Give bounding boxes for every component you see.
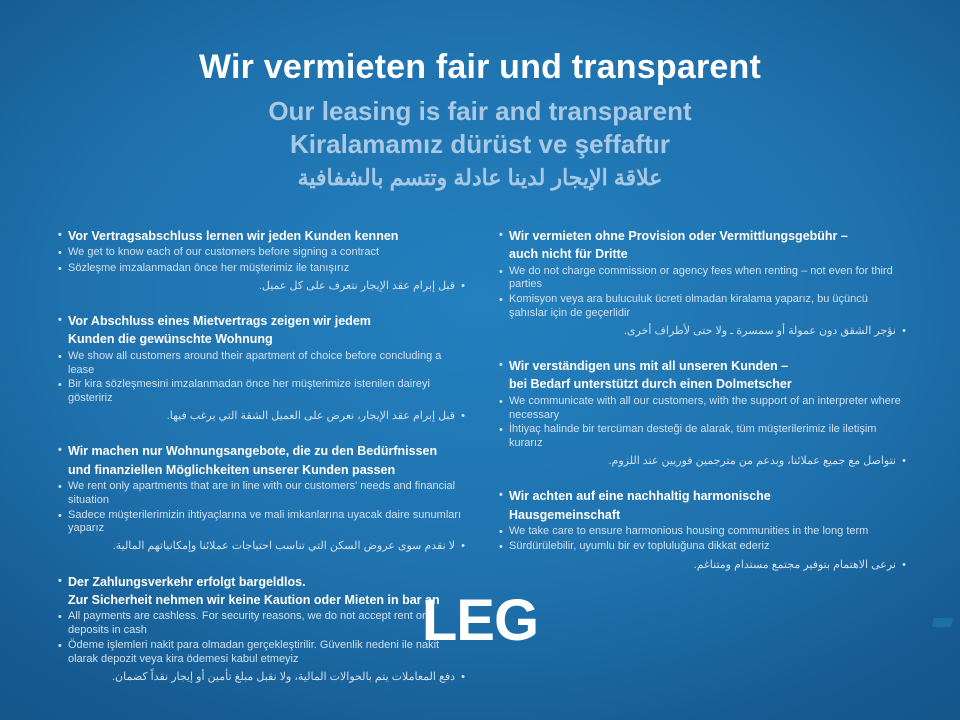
statement-english: • We rent only apartments that are in line with our customers' needs and financial situation: [58, 479, 456, 506]
statement-english: • We do not charge commission or agency fees when renting – not even for third parties: [499, 264, 893, 291]
statement-german-cont: Hausgemeinschaft: [509, 507, 621, 522]
statement-german: • Vor Vertragsabschluss lernen wir jeden Kunden kennen: [58, 229, 399, 243]
statement-german: • Wir achten auf eine nachhaltig harmonische: [499, 489, 771, 504]
leg-logo: [0, 588, 960, 653]
statement-german-cont: und finanziellen Möglichkeiten unserer Kunden passen: [68, 462, 396, 477]
statement-arabic: • قبل إبرام عقد الإيجار، نعرض على العميل الشقة التي يرغب فيها.: [166, 410, 465, 423]
bullet-icon: •: [461, 540, 465, 553]
statement-english: • We show all customers around their apartment of choice before concluding a lease: [58, 349, 442, 376]
statement-turkish: • Bir kira sözleşmesini imzalanmadan önce her müşterimize istenilen daireyi gösteririz: [58, 378, 430, 405]
headings-group: [0, 48, 960, 192]
bullet-icon: •: [499, 489, 503, 502]
bullet-icon: •: [499, 265, 503, 278]
statement-german: • Der Zahlungsverkehr erfolgt bargeldlos.: [58, 574, 306, 589]
heading-turkish: Kiralamamız dürüst ve şeffaftır: [289, 129, 670, 160]
bullet-block: [499, 228, 906, 338]
bullet-block: [499, 358, 906, 468]
statement-turkish: • Sürdürülebilir, uyumlu bir ev topluluğuna dikkat ederiz: [499, 540, 770, 554]
bullet-block: [58, 228, 465, 293]
bullet-icon: •: [58, 509, 62, 522]
bullet-icon: •: [499, 541, 503, 554]
statement-arabic: • نتواصل مع جميع عملائنا، وبدعم من مترجمين فوريين عند اللزوم.: [608, 455, 906, 468]
statement-german: • Wir verständigen uns mit all unseren Kunden –: [499, 359, 789, 374]
bullet-icon: •: [58, 350, 62, 363]
bullet-icon: •: [58, 262, 62, 275]
bullet-icon: •: [499, 359, 503, 372]
statement-turkish: • Sadece müşterilerimizin ihtiyaçlarına ve mali imkanlarına uyacak daire sunumları yaparız: [58, 508, 462, 535]
statement-german-cont: auch nicht für Dritte: [509, 247, 628, 262]
statement-german-cont: Kunden die gewünschte Wohnung: [68, 332, 273, 347]
statement-english: • All payments are cashless. For security reasons, we do not accept rent or deposits in cash: [58, 610, 426, 636]
bullet-icon: •: [499, 395, 503, 408]
bullet-icon: •: [499, 424, 503, 437]
bullet-icon: •: [902, 324, 906, 337]
statement-german-cont: bei Bedarf unterstützt durch einen Dolmetscher: [509, 377, 792, 392]
statement-arabic: • دفع المعاملات يتم بالحوالات المالية، ولا نقبل مبلغ تأمين أو إيجار نقداً كضمان.: [112, 670, 465, 683]
statement-english: • We get to know each of our customers before signing a contract: [58, 246, 380, 260]
statement-german: • Vor Abschluss eines Mietvertrags zeigen wir jedem: [58, 314, 371, 329]
bullet-icon: •: [58, 247, 62, 260]
statement-english: • We take care to ensure harmonious housing communities in the long term: [499, 524, 869, 538]
bullet-icon: •: [902, 455, 906, 468]
bullet-icon: •: [902, 558, 906, 571]
bullet-icon: •: [58, 574, 62, 587]
bullet-block: [58, 313, 465, 423]
bullet-icon: •: [58, 379, 62, 392]
bullet-icon: •: [58, 229, 62, 241]
bullet-block: [499, 488, 906, 571]
statement-arabic: • لا نقدم سوى عروض السكن التي تناسب احتياجات عملائنا وإمكانياتهم المالية.: [112, 540, 465, 553]
bullet-icon: •: [461, 670, 465, 683]
bullet-icon: •: [58, 480, 62, 493]
statement-arabic: • نؤجر الشقق دون عمولة أو سمسرة ـ ولا حتى لأطراف أخرى.: [623, 324, 906, 337]
statement-english: • We communicate with all our customers, with the support of an interpreter where necessary: [499, 394, 901, 421]
bullet-block: [58, 443, 465, 553]
statement-german-cont: Zur Sicherheit nehmen wir keine Kaution oder Mieten in bar an: [68, 592, 440, 607]
bullet-icon: •: [461, 410, 465, 423]
heading-english: Our leasing is fair and transparent: [268, 96, 692, 127]
statement-turkish: • Sözleşme imzalanmadan önce her müşterimiz ile tanışırız: [58, 261, 350, 275]
statement-turkish: • Ödeme işlemleri nakit para olmadan gerçekleştirilir. Güvenlik nedeni ile nakit olarak depozit veya kira ödemesi kabul etmeyiz: [58, 638, 440, 665]
bullet-icon: •: [58, 611, 62, 624]
logo-mark-notch: [932, 618, 953, 627]
bullet-icon: •: [58, 639, 62, 652]
heading-german: Wir vermieten fair und transparent: [199, 48, 761, 86]
bullet-icon: •: [499, 525, 503, 538]
statement-turkish: • İhtiyaç halinde bir tercüman desteği de alarak, tüm müşterilerimiz ile iletişim kurarız: [499, 423, 877, 450]
bullet-icon: •: [499, 294, 503, 307]
statement-turkish: • Komisyon veya ara buluculuk ücreti olmadan kiralama yaparız, bu üçüncü şahıslar için de geçerlidir: [499, 293, 868, 320]
bullet-icon: •: [461, 279, 465, 292]
statement-arabic: • نرعى الاهتمام بتوفير مجتمع مستدام ومتناغم.: [693, 558, 906, 571]
bullet-icon: •: [499, 229, 503, 241]
bullet-icon: •: [58, 314, 62, 327]
bullet-icon: •: [58, 444, 62, 457]
statement-german: • Wir machen nur Wohnungsangebote, die zu den Bedürfnissen: [58, 444, 438, 459]
logo-text: LEG: [421, 588, 539, 653]
heading-arabic: علاقة الإيجار لدينا عادلة وتتسم بالشفافية: [297, 164, 663, 190]
statement-arabic: • قبل إبرام عقد الإيجار نتعرف على كل عميل.: [258, 279, 465, 292]
statement-german: • Wir vermieten ohne Provision oder Vermittlungsgebühr –: [499, 229, 848, 243]
